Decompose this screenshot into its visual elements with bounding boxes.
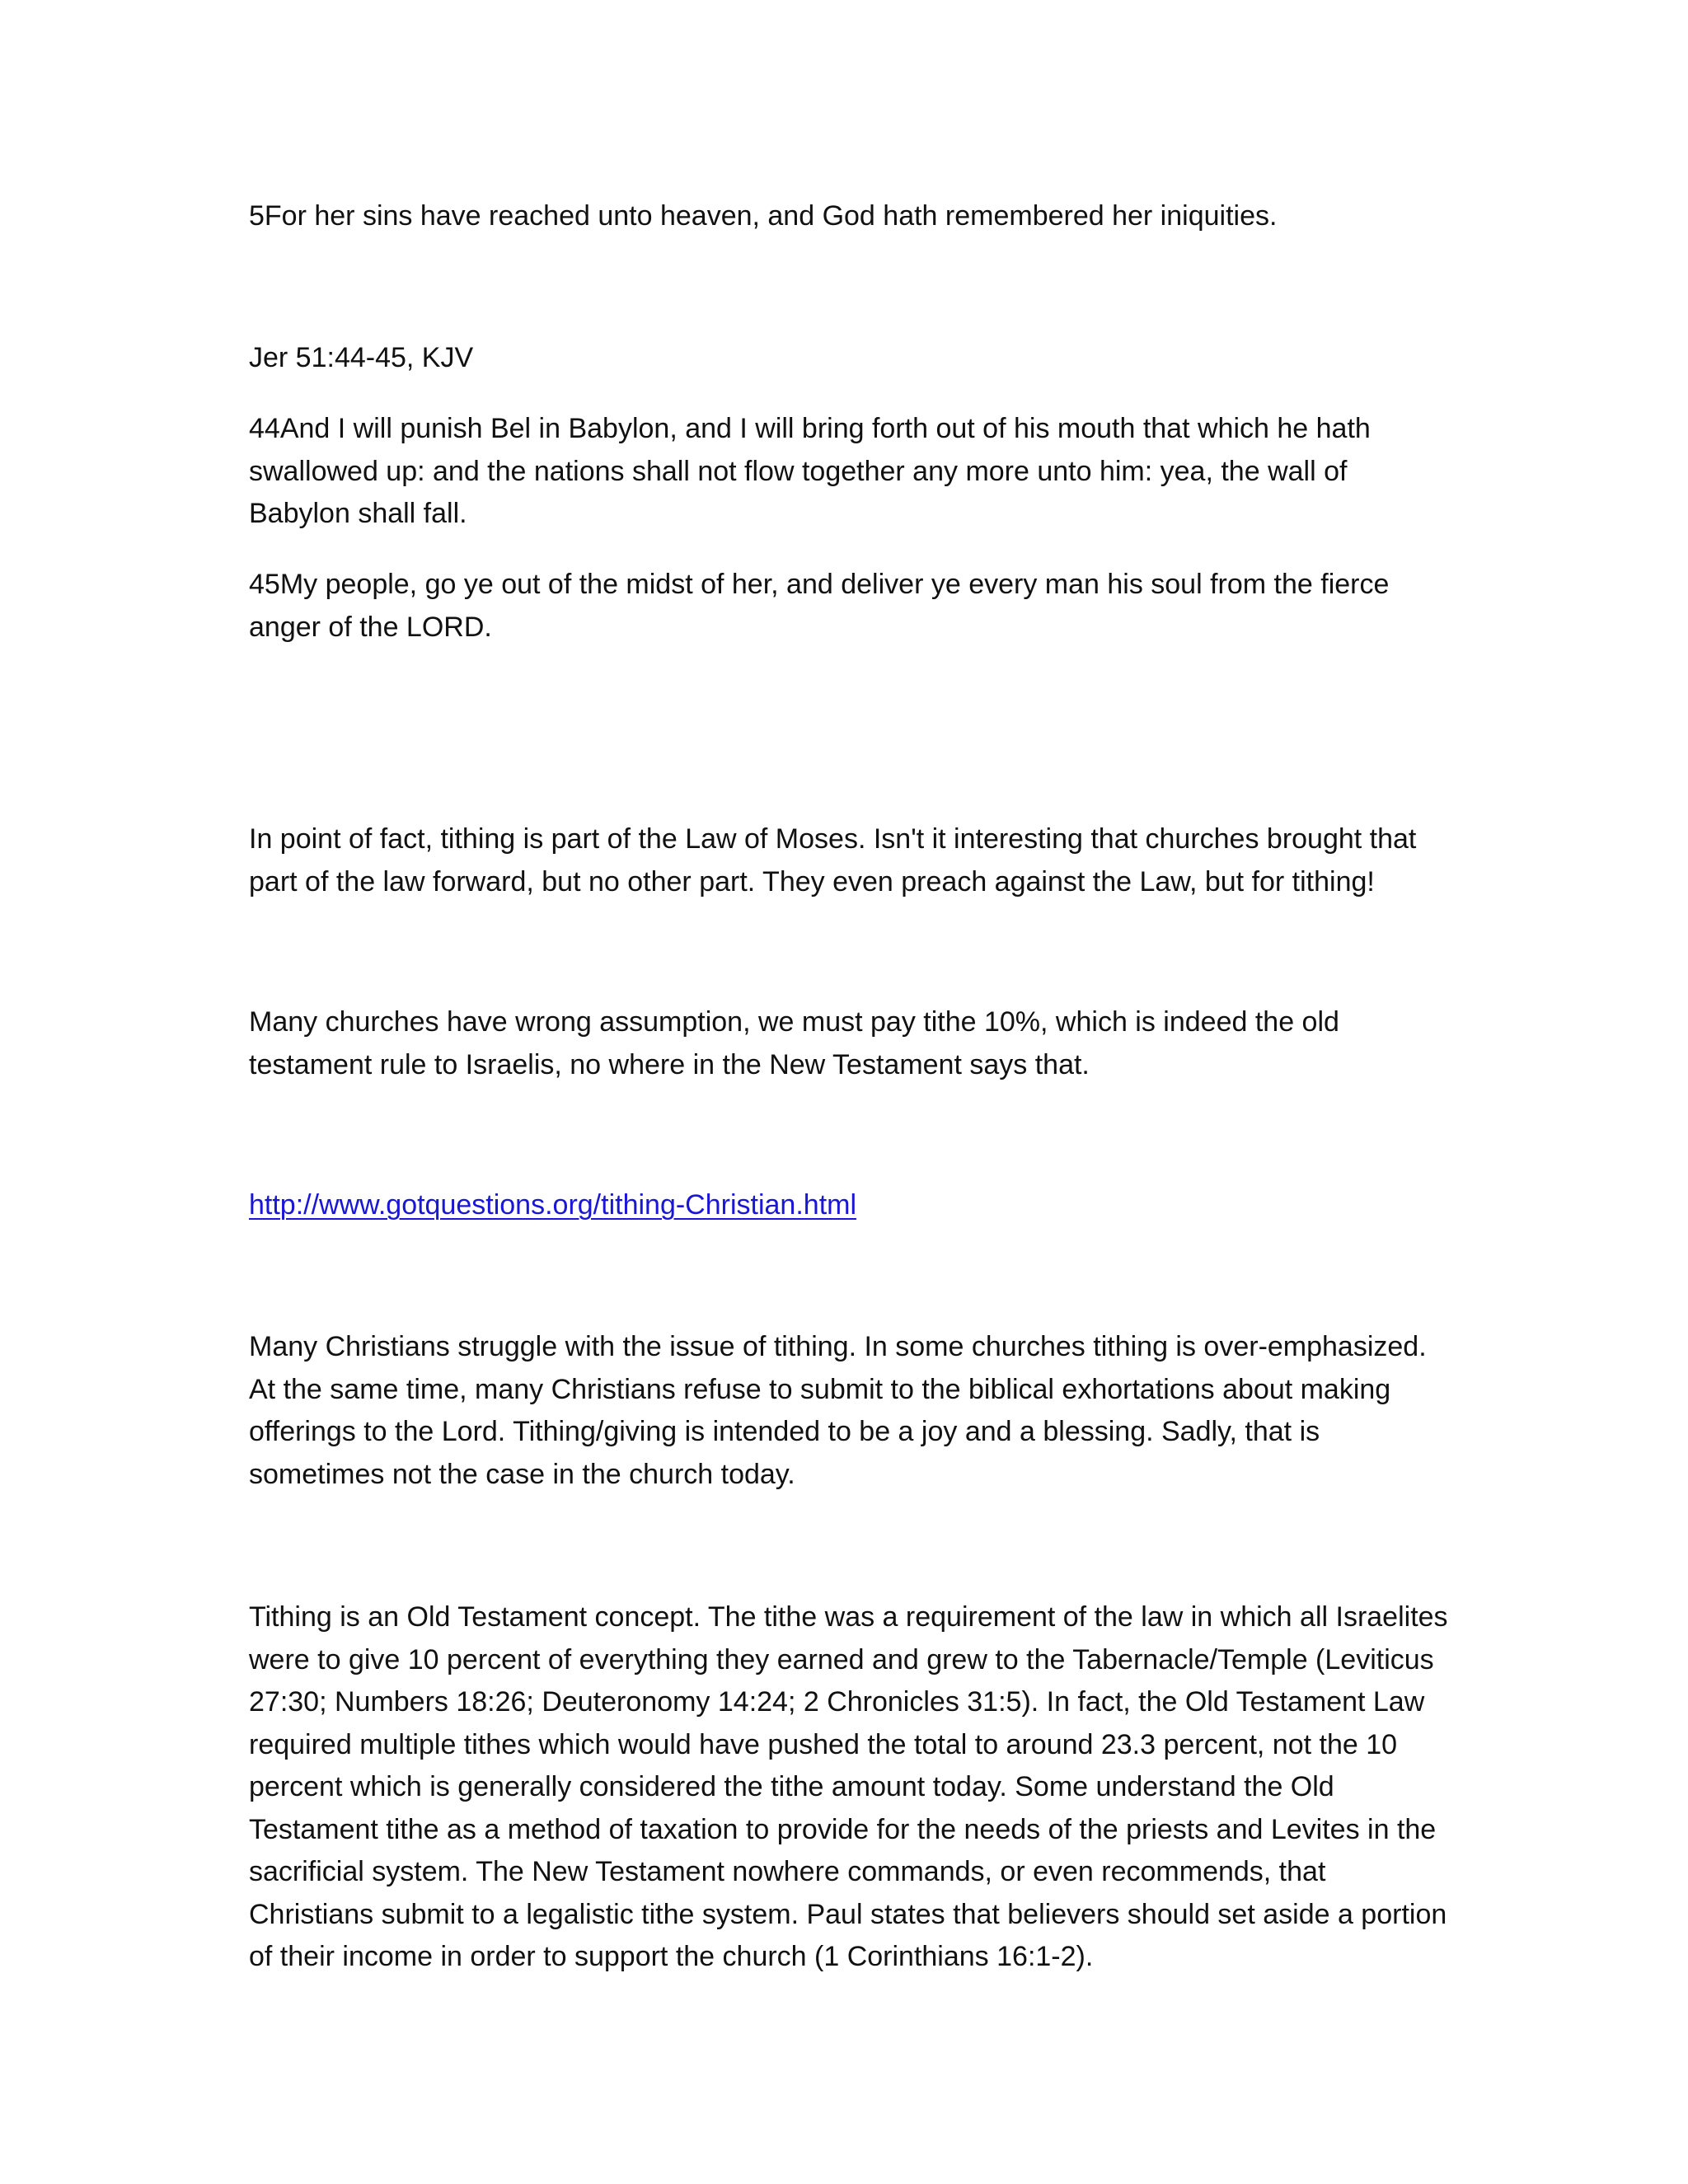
- law-of-moses-paragraph: In point of fact, tithing is part of the Law of Moses. Isn't it interesting that churches brought that part of the law forward, but no other part. They even preach against the Law, but for tithing!: [249, 823, 1417, 898]
- wrong-assumption-paragraph: Many churches have wrong assumption, we must pay tithe 10%, which is indeed the old testament rule to Israelis, no where in the New Testament says that.: [249, 1006, 1339, 1080]
- old-testament-concept-paragraph: Tithing is an Old Testament concept. The tithe was a requirement of the law in which all Israelites were to give 10 percent of everything they earned and grew to the Tabernacle/Temple (Leviticus 27:30; Numbers 18:26; Deuteronomy 14:24; 2 Chronicles 31:5). In fact, the Old Testament Law required multiple tithes which would have pushed the total to around 23.3 percent, not the 10 percent which is generally considered the tithe amount today. Some understand the Old Testament tithe as a method of taxation to provide for the needs of the priests and Levites in the sacrificial system. The New Testament nowhere commands, or even recommends, that Christians submit to a legalistic tithe system. Paul states that believers should set aside a portion of their income in order to support the church (1 Corinthians 16:1-2).: [249, 1601, 1448, 1972]
- verse-5-paragraph: 5For her sins have reached unto heaven, and God hath remembered her iniquities.: [249, 200, 1278, 232]
- scripture-reference: Jer 51:44-45, KJV: [249, 342, 474, 373]
- verse-44-paragraph: 44And I will punish Bel in Babylon, and I will bring forth out of his mouth that which he hath swallowed up: and the nations shall not flow together any more unto him: yea, the wall of Babylon shall fall.: [249, 413, 1371, 529]
- christians-struggle-paragraph: Many Christians struggle with the issue of tithing. In some churches tithing is over-emphasized. At the same time, many Christians refuse to submit to the biblical exhortations about making offerings to the Lord. Tithing/giving is intended to be a joy and a blessing. Sadly, that is sometimes not the case in the church today.: [249, 1331, 1427, 1490]
- gotquestions-link[interactable]: http://www.gotquestions.org/tithing-Christian.html: [249, 1189, 857, 1221]
- verse-45-paragraph: 45My people, go ye out of the midst of her, and deliver ye every man his soul from the fierce anger of the LORD.: [249, 569, 1390, 643]
